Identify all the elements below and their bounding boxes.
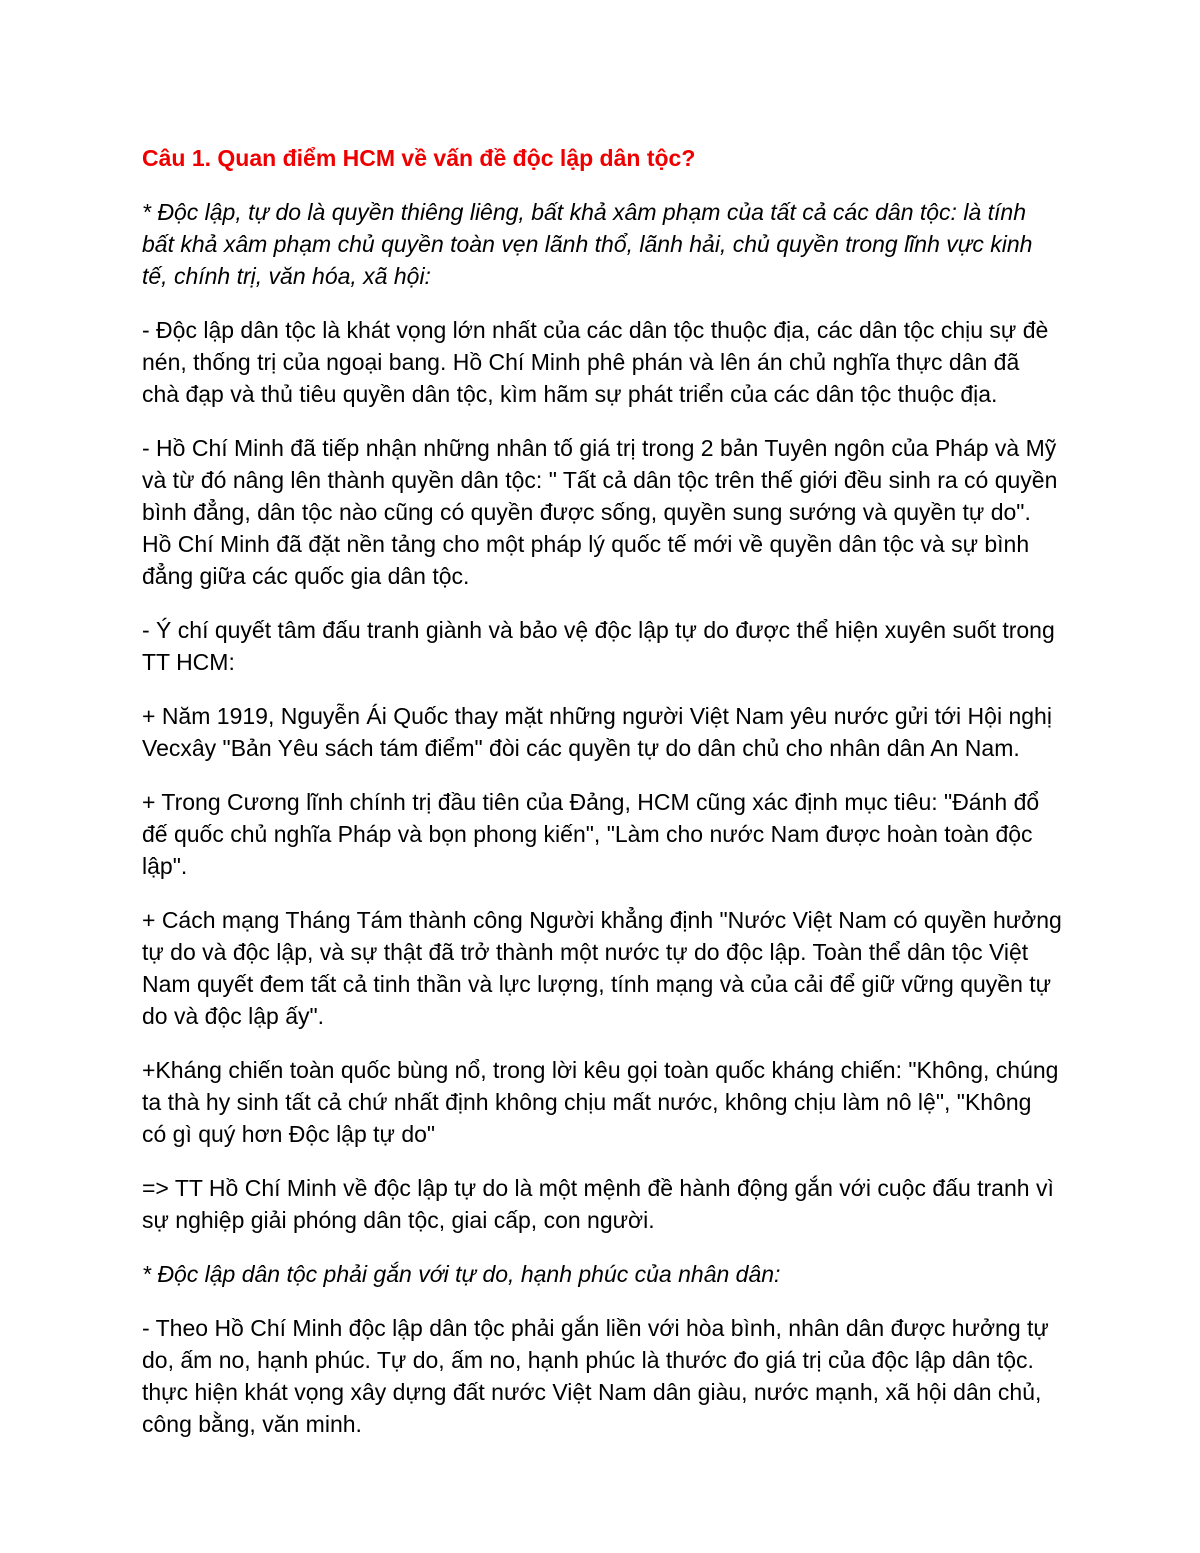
paragraph: +Kháng chiến toàn quốc bùng nổ, trong lời kêu gọi toàn quốc kháng chiến: "Không, chúng ta thà hy sinh tất cả chứ nhất định không chịu mất nước, không chịu làm nô lệ", "Không có gì quý hơn Độc lập tự do": [142, 1057, 1059, 1147]
paragraph: - Ý chí quyết tâm đấu tranh giành và bảo vệ độc lập tự do được thể hiện xuyên suốt trong TT HCM:: [142, 617, 1055, 675]
paragraph: + Trong Cương lĩnh chính trị đầu tiên của Đảng, HCM cũng xác định mục tiêu: "Đánh đổ đế quốc chủ nghĩa Pháp và bọn phong kiến", "Làm cho nước Nam được hoàn toàn độc lập".: [142, 789, 1040, 879]
paragraph: + Cách mạng Tháng Tám thành công Người khẳng định "Nước Việt Nam có quyền hưởng tự do và độc lập, và sự thật đã trở thành một nước tự do độc lập. Toàn thể dân tộc Việt Nam quyết đem tất cả tinh thần và lực lượng, tính mạng và của cải để giữ vững quyền tự do và độc lập ấy".: [142, 907, 1062, 1029]
paragraph: - Độc lập dân tộc là khát vọng lớn nhất của các dân tộc thuộc địa, các dân tộc chịu sự đè nén, thống trị của ngoại bang. Hồ Chí Minh phê phán và lên án chủ nghĩa thực dân đã chà đạp và thủ tiêu quyền dân tộc, kìm hãm sự phát triển của các dân tộc thuộc địa.: [142, 317, 1049, 407]
document-page: [142, 142, 1062, 1462]
paragraph-section-2-intro: * Độc lập dân tộc phải gắn với tự do, hạnh phúc của nhân dân:: [142, 1261, 781, 1287]
paragraph: - Hồ Chí Minh đã tiếp nhận những nhân tố giá trị trong 2 bản Tuyên ngôn của Pháp và Mỹ và từ đó nâng lên thành quyền dân tộc: " Tất cả dân tộc trên thế giới đều sinh ra có quyền bình đẳng, dân tộc nào cũng có quyền được sống, quyền sung sướng và quyền tự do". Hồ Chí Minh đã đặt nền tảng cho một pháp lý quốc tế mới về quyền dân tộc và sự bình đẳng giữa các quốc gia dân tộc.: [142, 435, 1058, 589]
paragraph: - Theo Hồ Chí Minh độc lập dân tộc phải gắn liền với hòa bình, nhân dân được hưởng tự do, ấm no, hạnh phúc. Tự do, ấm no, hạnh phúc là thước đo giá trị của độc lập dân tộc. thực hiện khát vọng xây dựng đất nước Việt Nam dân giàu, nước mạnh, xã hội dân chủ, công bằng, văn minh.: [142, 1315, 1049, 1437]
question-heading: Câu 1. Quan điểm HCM về vấn đề độc lập dân tộc?: [142, 145, 696, 171]
paragraph-conclusion: => TT Hồ Chí Minh về độc lập tự do là một mệnh đề hành động gắn với cuộc đấu tranh vì sự nghiệp giải phóng dân tộc, giai cấp, con người.: [142, 1175, 1054, 1233]
paragraph: + Năm 1919, Nguyễn Ái Quốc thay mặt những người Việt Nam yêu nước gửi tới Hội nghị Vecxây "Bản Yêu sách tám điểm" đòi các quyền tự do dân chủ cho nhân dân An Nam.: [142, 703, 1052, 761]
paragraph-section-1-intro: * Độc lập, tự do là quyền thiêng liêng, bất khả xâm phạm của tất cả các dân tộc: là tính bất khả xâm phạm chủ quyền toàn vẹn lãnh thổ, lãnh hải, chủ quyền trong lĩnh vực kinh tế, chính trị, văn hóa, xã hội:: [142, 199, 1033, 289]
